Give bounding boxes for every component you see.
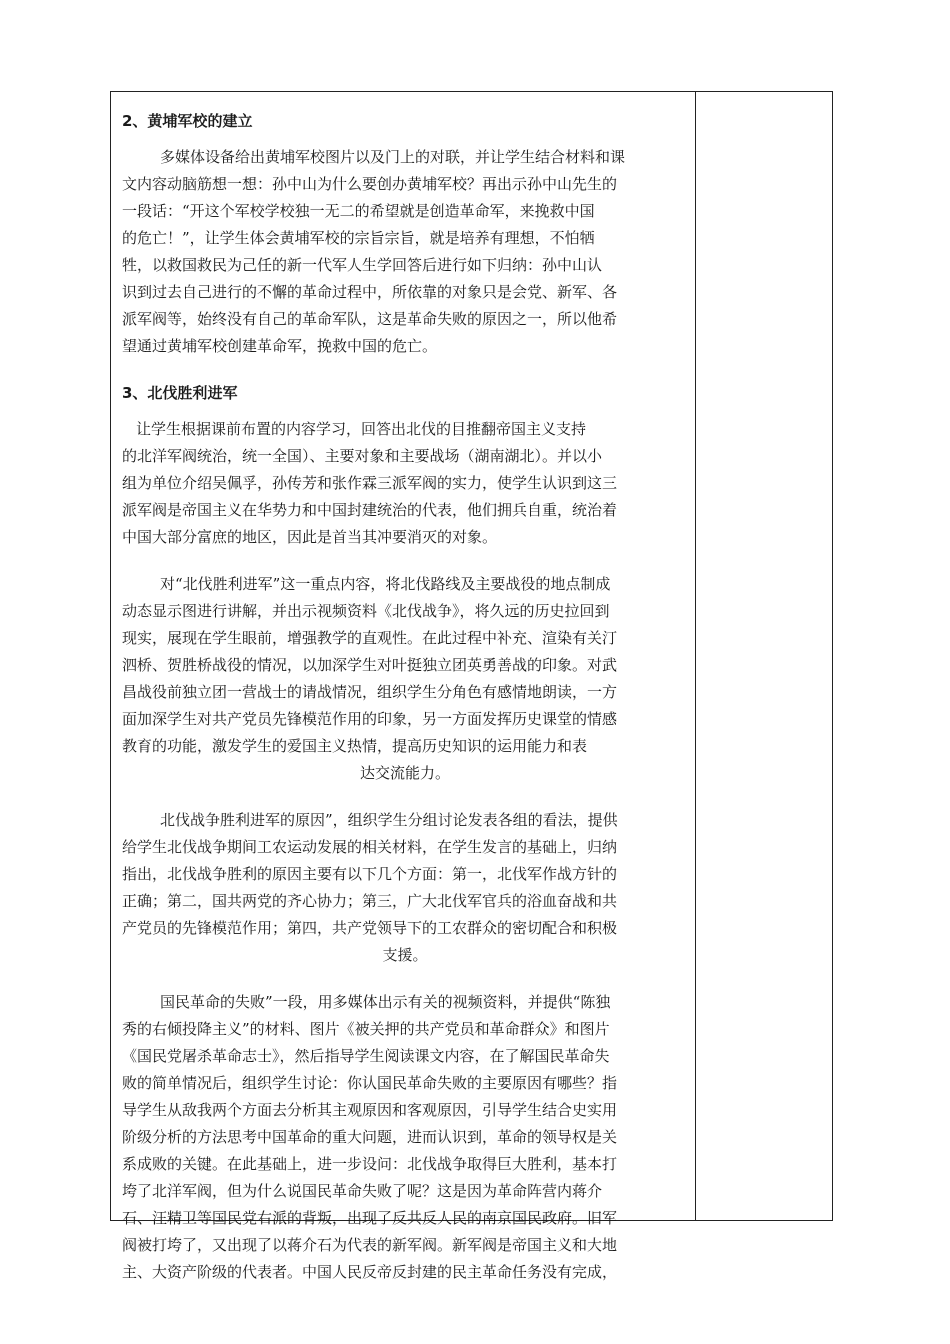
text-line: 产党员的先锋模范作用；第四，共产党领导下的工农群众的密切配合和积极 [122, 919, 618, 937]
paragraph-revolution-failure [122, 989, 688, 1286]
text-line: 牲，以救国救民为己任的新一代军人生学回答后进行如下归纳：孙中山认 [122, 256, 603, 274]
text-line: 一段话：“开这个军校学校独一无二的希望就是创造革命军，来挽救中国 [122, 202, 595, 220]
text-line: 的危亡！”，让学生体会黄埔军校的宗旨宗旨，就是培养有理想，不怕牺 [122, 229, 595, 247]
paragraph-objectives [122, 416, 688, 551]
text-line: 垮了北洋军阀，但为什么说国民革命失败了呢？这是因为革命阵营内蒋介 [122, 1182, 603, 1200]
text-line: 派军阀等，始终没有自己的革命军队，这是革命失败的原因之一，所以他希 [122, 310, 618, 328]
text-line: 面加深学生对共产党员先锋模范作用的印象，另一方面发挥历史课堂的情感 [122, 710, 618, 728]
text-line: 主、大资产阶级的代表者。中国人民反帝反封建的民主革命任务没有完成， [122, 1263, 618, 1281]
text-line: 导学生从敌我两个方面去分析其主观原因和客观原因，引导学生结合史实用 [122, 1101, 618, 1119]
table-column-divider [695, 91, 696, 1221]
section-heading-northern-expedition: 3、北伐胜利进军 [122, 384, 238, 402]
paragraph-expedition-route [122, 571, 688, 787]
text-line: 识到过去自己进行的不懈的革命过程中，所依靠的对象只是会党、新军、各 [122, 283, 618, 301]
text-line: 北伐战争胜利进军的原因”，组织学生分组讨论发表各组的看法，提供 [160, 811, 618, 829]
text-line: 派军阀是帝国主义在华势力和中国封建统治的代表，他们拥兵自重，统治着 [122, 501, 618, 519]
text-line: 中国大部分富庶的地区，因此是首当其冲要消灭的对象。 [122, 528, 498, 546]
text-line: 昌战役前独立团一营战士的请战情况，组织学生分角色有感情地朗读，一方 [122, 683, 618, 701]
text-line: 给学生北伐战争期间工农运动发展的相关材料，在学生发言的基础上，归纳 [122, 838, 618, 856]
text-line: 败的简单情况后，组织学生讨论：你认国民革命失败的主要原因有哪些？指 [122, 1074, 618, 1092]
text-line: 支援。 [382, 946, 428, 964]
text-line: 系成败的关键。在此基础上，进一步设问：北伐战争取得巨大胜利，基本打 [122, 1155, 618, 1173]
text-line: 教育的功能，激发学生的爱国主义热情，提高历史知识的运用能力和表 [122, 737, 588, 755]
text-line: 文内容动脑筋想一想：孙中山为什么要创办黄埔军校？再出示孙中山先生的 [122, 175, 618, 193]
section-heading-huangpu: 2、黄埔军校的建立 [122, 112, 253, 130]
text-line: 国民革命的失败”一段，用多媒体出示有关的视频资料，并提供“陈独 [160, 993, 611, 1011]
text-line: 秀的右倾投降主义”的材料、图片《被关押的共产党员和革命群众》和图片 [122, 1020, 610, 1038]
text-line: 动态显示图进行讲解，并出示视频资料《北伐战争》，将久远的历史拉回到 [122, 602, 610, 620]
text-line: 组为单位介绍吴佩孚，孙传芳和张作霖三派军阀的实力，使学生认识到这三 [122, 474, 618, 492]
paragraph-huangpu [122, 144, 688, 360]
text-line: 达交流能力。 [359, 764, 450, 782]
text-line: 石、汪精卫等国民党右派的背叛，出现了反共反人民的南京国民政府。旧军 [122, 1209, 618, 1227]
text-line: 的北洋军阀统治，统一全国）、主要对象和主要战场（湖南湖北）。并以小 [122, 447, 603, 465]
text-line: 对“北伐胜利进军”这一重点内容，将北伐路线及主要战役的地点制成 [160, 575, 611, 593]
text-line: 多媒体设备给出黄埔军校图片以及门上的对联，并让学生结合材料和课 [160, 148, 626, 166]
text-line: 泗桥、贺胜桥战役的情况，以加深学生对叶挺独立团英勇善战的印象。对武 [122, 656, 618, 674]
text-line: 指出，北伐战争胜利的原因主要有以下几个方面：第一，北伐军作战方针的 [122, 865, 618, 883]
text-line: 正确；第二，国共两党的齐心协力；第三，广大北伐军官兵的浴血奋战和共 [122, 892, 618, 910]
text-line: 让学生根据课前布置的内容学习，回答出北伐的目推翻帝国主义支持 [136, 420, 587, 438]
text-line: 阶级分析的方法思考中国革命的重大问题，进而认识到，革命的领导权是关 [122, 1128, 618, 1146]
lesson-content [122, 108, 688, 1306]
text-line: 《国民党屠杀革命志士》，然后指导学生阅读课文内容，在了解国民革命失 [122, 1047, 610, 1065]
text-line: 望通过黄埔军校创建革命军，挽救中国的危亡。 [122, 337, 438, 355]
text-line: 现实，展现在学生眼前，增强教学的直观性。在此过程中补充、渲染有关汀 [122, 629, 618, 647]
paragraph-victory-reasons [122, 807, 688, 969]
text-line: 阀被打垮了，又出现了以蒋介石为代表的新军阀。新军阀是帝国主义和大地 [122, 1236, 618, 1254]
